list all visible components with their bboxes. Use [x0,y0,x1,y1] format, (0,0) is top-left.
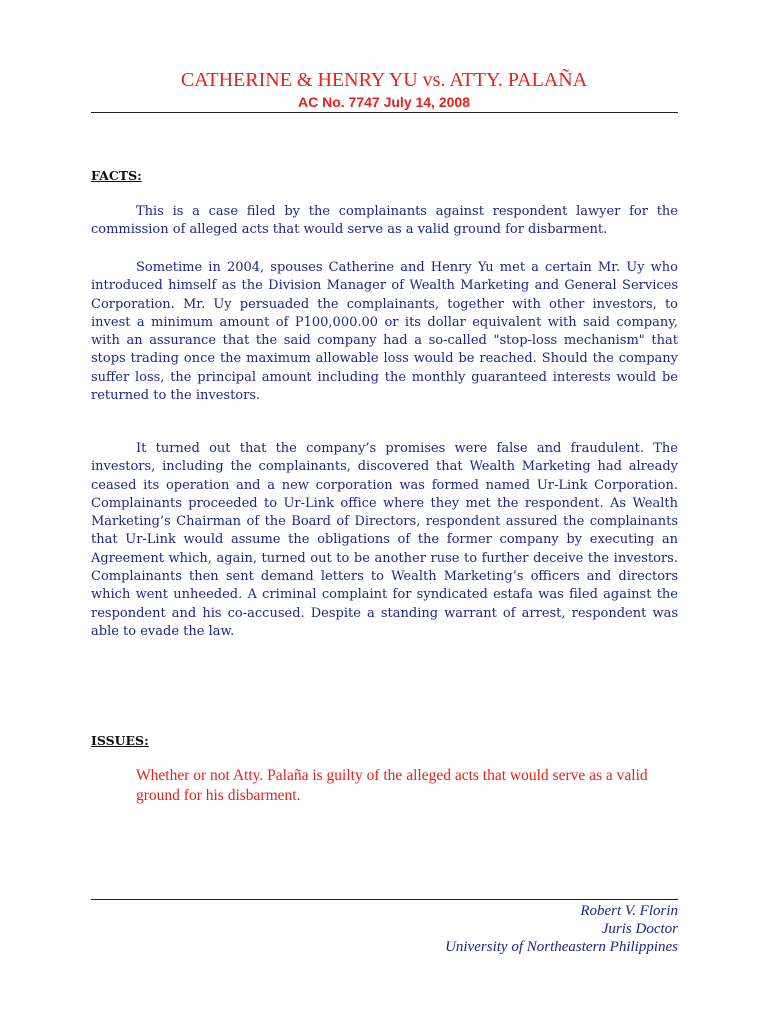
author-name: Robert V. Florin [580,903,678,919]
facts-paragraph-2: Sometime in 2004, spouses Catherine and Henry Yu met a certain Mr. Uy who introduced himself as the Division Manager of Wealth Marketing and General Services Corporation. Mr. Uy persuaded the complainants, together with other investors, to invest a minimum amount of P100,000.00 or its dollar equivalent with said company, with an assurance that the said company had a so-called "stop-loss mechanism" that stops trading once the maximum allowable loss would be reached. Should the company suffer loss, the principal amount including the monthly guaranteed interests would be returned to the investors. [91,260,678,404]
facts-paragraph-1: This is a case filed by the complainants against respondent lawyer for the commission of alleged acts that would serve as a valid ground for disbarment. [91,204,678,238]
facts-paragraph-3: It turned out that the company’s promises were false and fraudulent. The investors, including the complainants, discovered that Wealth Marketing had already ceased its operation and a new corporation was formed named Ur-Link Corporation. Complainants proceeded to Ur-Link office where they met the respondent. As Wealth Marketing’s Chairman of the Board of Directors, respondent assured the complainants that Ur-Link would assume the obligations of the former company by executing an Agreement which, again, turned out to be another ruse to further deceive the investors. Complainants then sent demand letters to Wealth Marketing’s officers and directors which went unheeded. A criminal complaint for syndicated estafa was filed against the respondent and his co-accused. Despite a standing warrant of arrest, respondent was able to evade the law. [91,441,678,639]
author-degree: Juris Doctor [601,921,678,937]
issue-text: Whether or not Atty. Palaña is guilty of the alleged acts that would serve as a valid ground for his disbarment. [136,767,648,804]
case-title: CATHERINE & HENRY YU vs. ATTY. PALAÑA [180,69,588,91]
facts-heading: FACTS: [91,168,142,183]
header-divider [91,112,678,113]
issues-heading: ISSUES: [91,733,149,748]
author-school: University of Northeastern Philippines [445,939,678,955]
case-citation: AC No. 7747 July 14, 2008 [298,94,470,110]
footer-divider [91,899,678,900]
